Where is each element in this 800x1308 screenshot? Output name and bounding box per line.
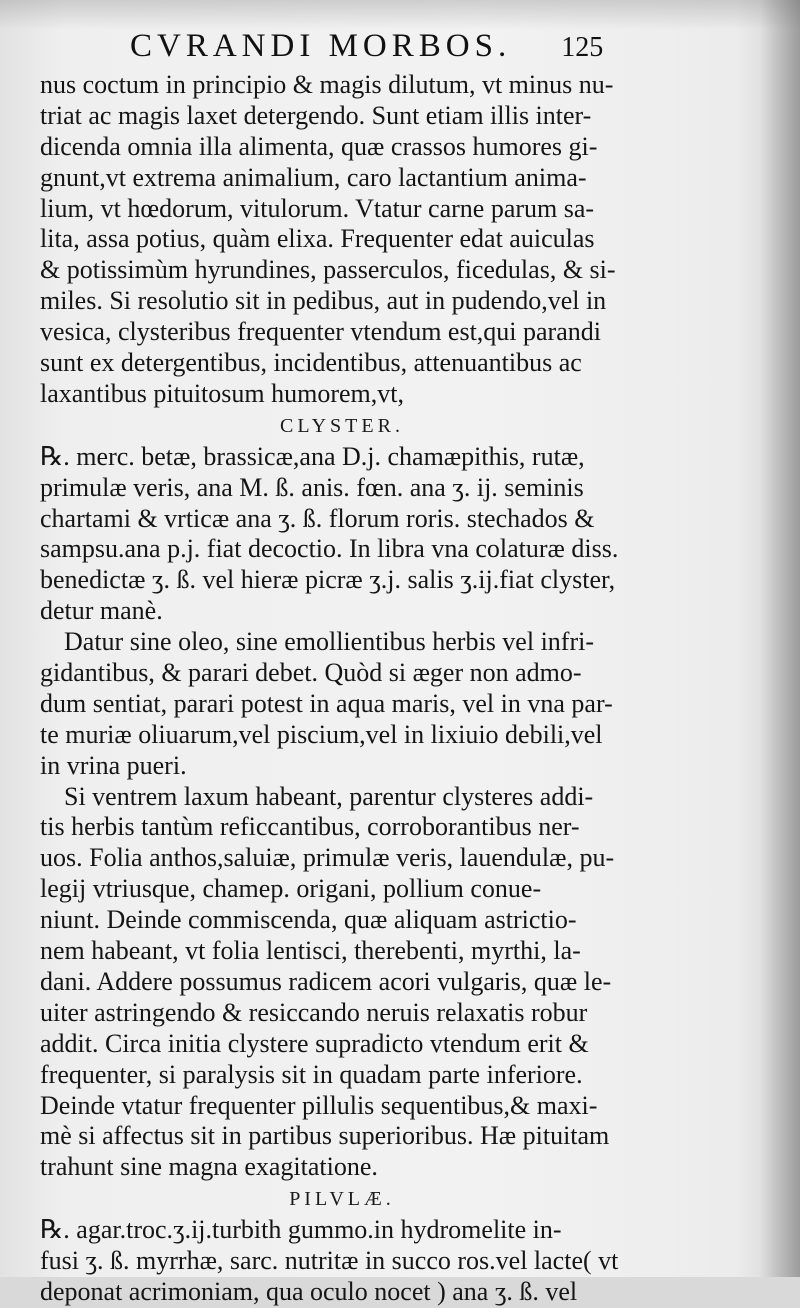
recipe-line: ℞. agar.troc.ʒ.ij.turbith gummo.in hydromelite in- (40, 1215, 562, 1245)
text-line: in vrina pueri. (40, 750, 187, 780)
text-line: dicenda omnia illa alimenta, quæ crassos humores gi- (40, 131, 598, 161)
text-line: Datur sine oleo, sine emollientibus herbis vel infri- (64, 627, 594, 657)
text-line: gnunt,vt extrema animalium, caro lactantium anima- (40, 162, 587, 192)
text-line: nem habeant, vt folia lentisci, therebenti, myrthi, la- (40, 936, 581, 966)
text-line: trahunt sine magna exagitatione. (40, 1152, 378, 1182)
recipe-line: chartami & vrticæ ana ʒ. ß. florum roris. stechados & (40, 503, 595, 533)
text-line: frequenter, si paralysis sit in quadam parte inferiore. (40, 1059, 583, 1089)
running-head (130, 28, 770, 68)
text-line: niunt. Deinde commiscenda, quæ aliquam astrictio- (40, 905, 577, 935)
text-line: dum sentiat, parari potest in aqua maris, vel in vna par- (40, 688, 613, 718)
recipe-line: fusi ʒ. ß. myrrhæ, sarc. nutritæ in succo ros.vel lacte( vt (40, 1246, 619, 1276)
recipe-line: ℞. merc. betæ, brassicæ,ana D.j. chamæpithis, rutæ, (40, 441, 585, 471)
page-top-shadow (0, 0, 800, 30)
body-text (40, 70, 644, 1308)
recipe-line: sampsu.ana p.j. fiat decoctio. In libra vna colaturæ diss. (40, 534, 619, 564)
text-line: lium, vt hœdorum, vitulorum. Vtatur carne parum sa- (40, 193, 595, 223)
recipe-line: benedictæ ʒ. ß. vel hieræ picræ ʒ.j. salis ʒ.ij.fiat clyster, (40, 565, 616, 595)
text-line: tis herbis tantùm reficcantibus, corroborantibus ner- (40, 812, 580, 842)
text-line: dani. Addere possumus radicem acori vulgaris, quæ le- (40, 966, 612, 996)
text-line: & potissimùm hyrundines, passerculos, ficedulas, & si- (40, 255, 616, 285)
text-line: triat ac magis laxet detergendo. Sunt etiam illis inter- (40, 100, 592, 130)
recipe-line: detur manè. (40, 596, 163, 626)
text-line: te muriæ oliuarum,vel piscium,vel in lixiuio debili,vel (40, 719, 603, 749)
text-line: mè si affectus sit in partibus superioribus. Hæ pituitam (40, 1121, 610, 1151)
text-line: uiter astringendo & resiccando neruis relaxatis robur (40, 997, 588, 1027)
text-line: lita, assa potius, quàm elixa. Frequenter edat auiculas (40, 224, 595, 254)
text-line: vesica, clysteribus frequenter vtendum est,qui parandi (40, 317, 601, 347)
section-heading-clyster: CLYSTER. (280, 414, 404, 437)
text-line: uos. Folia anthos,saluiæ, primulæ veris, lauendulæ, pu- (40, 843, 615, 873)
text-line: miles. Si resolutio sit in pedibus, aut in pudendo,vel in (40, 286, 607, 316)
page-number: 125 (561, 32, 604, 63)
text-line: addit. Circa initia clystere supradicto vtendum erit & (40, 1028, 589, 1058)
text-line: gidantibus, & parari debet. Quòd si æger non admo- (40, 658, 582, 688)
recipe-line: primulæ veris, ana M. ß. anis. fœn. ana ʒ. ij. seminis (40, 472, 584, 502)
running-title: CVRANDI MORBOS. (130, 28, 512, 64)
text-line: laxantibus pituitosum humorem,vt, (40, 378, 404, 408)
recipe-line: deponat acrimoniam, qua oculo nocet ) ana ʒ. ß. vel (40, 1276, 578, 1306)
text-line: Si ventrem laxum habeant, parentur clysteres addi- (64, 781, 594, 811)
text-line: sunt ex detergentibus, incidentibus, attenuantibus ac (40, 348, 582, 378)
section-heading-pilulae: PILVLÆ. (289, 1188, 395, 1211)
page-gutter-shadow (760, 0, 800, 1277)
text-line: legij vtriusque, chamep. origani, pollium conue- (40, 874, 542, 904)
text-line: Deinde vtatur frequenter pillulis sequentibus,& maxi- (40, 1090, 598, 1120)
text-line: nus coctum in principio & magis dilutum, vt minus nu- (40, 70, 614, 99)
